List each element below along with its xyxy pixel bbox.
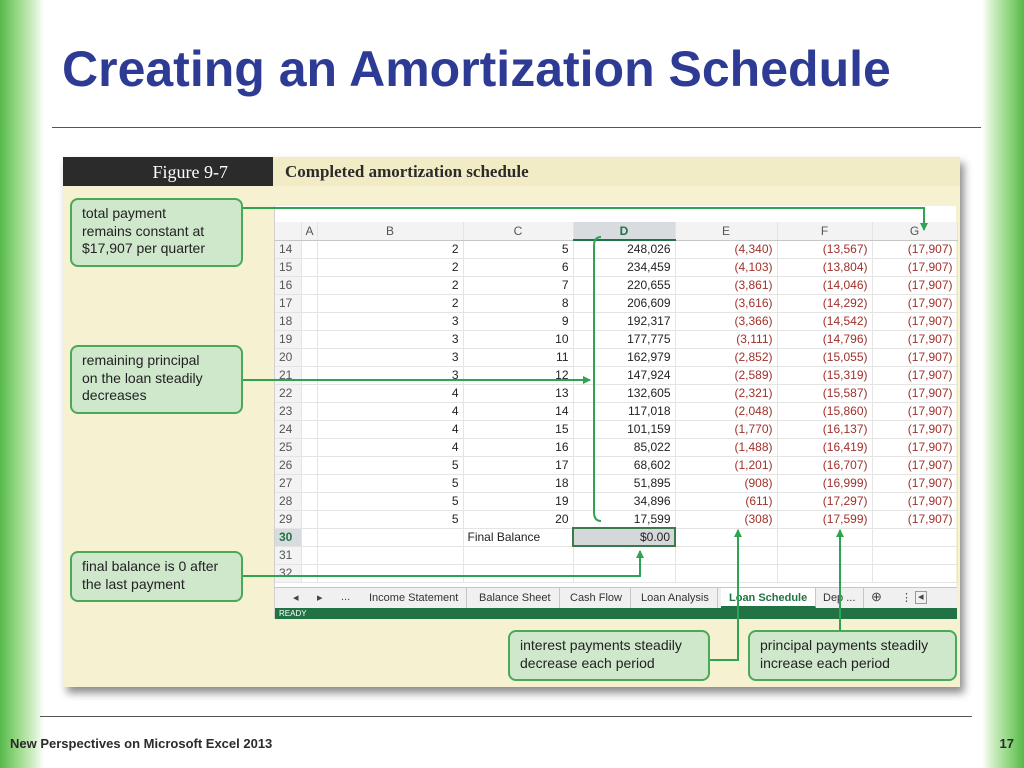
row-header[interactable]: 24 (275, 420, 301, 438)
cell-b[interactable]: 3 (317, 348, 463, 366)
table-row (275, 366, 957, 384)
left-decorative-stripe (0, 0, 44, 768)
cell-d[interactable]: 248,026 (573, 240, 675, 258)
row-header[interactable]: 31 (275, 546, 301, 564)
cell-b[interactable]: 5 (317, 474, 463, 492)
table-row (275, 492, 957, 510)
column-header-e[interactable]: E (675, 222, 777, 240)
cell-f[interactable]: (14,292) (777, 294, 872, 312)
cell-a[interactable] (301, 258, 317, 276)
cell-g[interactable]: (17,907) (872, 384, 957, 402)
sheet-tab-bar (275, 587, 957, 608)
tab-prev-button[interactable]: ◂ (293, 592, 299, 604)
cell-a[interactable] (301, 402, 317, 420)
empty-cell[interactable] (872, 564, 957, 582)
cell-c[interactable]: 18 (463, 474, 573, 492)
empty-cell[interactable] (675, 564, 777, 582)
cell-e[interactable]: (3,111) (675, 330, 777, 348)
cell-c[interactable]: 20 (463, 510, 573, 528)
column-header-row (275, 222, 957, 240)
callout-line: remaining principal (82, 352, 200, 368)
cell-d[interactable]: 147,924 (573, 366, 675, 384)
row-header[interactable]: 23 (275, 402, 301, 420)
empty-cell[interactable] (777, 546, 872, 564)
cell-g[interactable]: (17,907) (872, 240, 957, 258)
empty-cell[interactable] (463, 564, 573, 582)
worksheet-body (275, 240, 957, 582)
callout-line: the last payment (82, 575, 185, 592)
empty-cell[interactable] (301, 546, 317, 564)
cell-b[interactable]: 5 (317, 510, 463, 528)
tab-cash-flow[interactable]: Cash Flow (562, 588, 631, 608)
title-divider (52, 127, 981, 128)
table-row (275, 564, 957, 582)
cell-e[interactable]: (2,321) (675, 384, 777, 402)
cell-f[interactable]: (17,599) (777, 510, 872, 528)
cell-b[interactable]: 2 (317, 294, 463, 312)
row-header[interactable]: 15 (275, 258, 301, 276)
cell-f[interactable]: (15,319) (777, 366, 872, 384)
table-row (275, 384, 957, 402)
cell-a[interactable] (301, 456, 317, 474)
cell-e[interactable]: (1,201) (675, 456, 777, 474)
table-row (275, 546, 957, 564)
cell-a[interactable] (301, 510, 317, 528)
tab-next-button[interactable]: ▸ (317, 592, 323, 604)
row-header[interactable]: 26 (275, 456, 301, 474)
cell-f[interactable] (777, 528, 872, 546)
right-decorative-stripe (982, 0, 1024, 768)
cell-c[interactable]: 16 (463, 438, 573, 456)
excel-window (274, 206, 956, 619)
cell-e[interactable]: (4,103) (675, 258, 777, 276)
cell-c[interactable]: 19 (463, 492, 573, 510)
cell-d[interactable]: 117,018 (573, 402, 675, 420)
cell-f[interactable]: (16,419) (777, 438, 872, 456)
cell-a[interactable] (301, 276, 317, 294)
cell-e[interactable]: (3,616) (675, 294, 777, 312)
add-sheet-icon[interactable]: ⊕ (871, 589, 882, 604)
callout-line: total payment (82, 205, 167, 221)
cell-e[interactable]: (908) (675, 474, 777, 492)
callout-final-balance (70, 551, 243, 602)
cell-d[interactable]: 101,159 (573, 420, 675, 438)
cell-b[interactable]: 5 (317, 492, 463, 510)
empty-cell[interactable] (872, 546, 957, 564)
table-row (275, 312, 957, 330)
column-header-b[interactable]: B (317, 222, 463, 240)
table-row (275, 348, 957, 366)
column-header-c[interactable]: C (463, 222, 573, 240)
row-header[interactable]: 19 (275, 330, 301, 348)
cell-b[interactable]: 3 (317, 312, 463, 330)
cell-c[interactable]: 11 (463, 348, 573, 366)
cell-d[interactable]: 34,896 (573, 492, 675, 510)
cell-f[interactable]: (13,804) (777, 258, 872, 276)
select-all-corner[interactable] (275, 222, 301, 240)
cell-c[interactable]: 8 (463, 294, 573, 312)
row-header[interactable]: 17 (275, 294, 301, 312)
figure-header (63, 157, 960, 186)
cell-c[interactable]: 13 (463, 384, 573, 402)
tab-loan-schedule[interactable]: Loan Schedule (721, 588, 816, 608)
empty-cell[interactable] (777, 564, 872, 582)
cell-c[interactable]: 9 (463, 312, 573, 330)
table-row (275, 510, 957, 528)
row-header[interactable]: 32 (275, 564, 301, 582)
cell-c[interactable]: 10 (463, 330, 573, 348)
slide-title: Creating an Amortization Schedule (62, 41, 891, 97)
callout-line: decreases (82, 387, 147, 403)
cell-c[interactable]: 15 (463, 420, 573, 438)
row-header[interactable]: 21 (275, 366, 301, 384)
callout-line: interest payments steadily (520, 637, 682, 653)
cell-g[interactable]: (17,907) (872, 492, 957, 510)
cell-d[interactable]: 68,602 (573, 456, 675, 474)
cell-g[interactable]: (17,907) (872, 276, 957, 294)
tab-dep[interactable]: Dep ... (815, 588, 864, 608)
cell-b[interactable]: 5 (317, 456, 463, 474)
cell-f[interactable]: (15,587) (777, 384, 872, 402)
cell-c[interactable]: 12 (463, 366, 573, 384)
cell-d[interactable]: 177,775 (573, 330, 675, 348)
cell-g[interactable]: (17,907) (872, 474, 957, 492)
cell-d[interactable]: 206,609 (573, 294, 675, 312)
cell-e[interactable]: (2,589) (675, 366, 777, 384)
sheet-options-icon[interactable]: ⋮ (901, 592, 912, 604)
cell-d[interactable]: 220,655 (573, 276, 675, 294)
cell-f[interactable]: (16,999) (777, 474, 872, 492)
cell-g[interactable]: (17,907) (872, 438, 957, 456)
callout-line: increase each period (760, 654, 890, 671)
cell-a[interactable] (301, 492, 317, 510)
callout-line: decrease each period (520, 654, 655, 671)
cell-a[interactable] (301, 330, 317, 348)
page-number: 17 (999, 736, 1014, 751)
table-row (275, 474, 957, 492)
table-row (275, 438, 957, 456)
cell-b[interactable]: 4 (317, 402, 463, 420)
cell-g[interactable]: (17,907) (872, 366, 957, 384)
cell-g[interactable]: (17,907) (872, 312, 957, 330)
callout-total-payment (70, 198, 243, 267)
cell-g[interactable]: (17,907) (872, 420, 957, 438)
row-header[interactable]: 29 (275, 510, 301, 528)
cell-a[interactable] (301, 420, 317, 438)
cell-a[interactable] (301, 438, 317, 456)
empty-cell[interactable] (573, 546, 675, 564)
cell-g[interactable]: (17,907) (872, 258, 957, 276)
cell-g[interactable]: (17,907) (872, 402, 957, 420)
cell-f[interactable]: (15,860) (777, 402, 872, 420)
cell-a[interactable] (301, 384, 317, 402)
cell-e[interactable]: (1,488) (675, 438, 777, 456)
cell-g[interactable] (872, 528, 957, 546)
table-row (275, 258, 957, 276)
final-balance-label[interactable]: Final Balance (463, 528, 573, 546)
cell-c[interactable]: 17 (463, 456, 573, 474)
cell-a[interactable] (301, 240, 317, 258)
row-header[interactable]: 22 (275, 384, 301, 402)
callout-line: $17,907 per quarter (82, 240, 205, 256)
cell-b[interactable]: 3 (317, 366, 463, 384)
cell-c[interactable]: 6 (463, 258, 573, 276)
callout-line: on the loan steadily (82, 369, 203, 386)
cell-d[interactable]: 162,979 (573, 348, 675, 366)
row-header[interactable]: 20 (275, 348, 301, 366)
callout-remaining-principal (70, 345, 243, 414)
cell-e[interactable]: (3,366) (675, 312, 777, 330)
cell-g[interactable]: (17,907) (872, 456, 957, 474)
cell-g[interactable]: (17,907) (872, 510, 957, 528)
cell-g[interactable]: (17,907) (872, 330, 957, 348)
cell-d[interactable]: 85,022 (573, 438, 675, 456)
footer-text: New Perspectives on Microsoft Excel 2013 (10, 736, 273, 751)
table-row (275, 276, 957, 294)
column-header-g[interactable]: G (872, 222, 957, 240)
cell-a[interactable] (301, 528, 317, 546)
scroll-left-icon[interactable]: ◂ (915, 591, 927, 604)
cell-d[interactable]: 234,459 (573, 258, 675, 276)
row-header[interactable]: 27 (275, 474, 301, 492)
cell-a[interactable] (301, 312, 317, 330)
cell-d[interactable]: 17,599 (573, 510, 675, 528)
row-header[interactable]: 14 (275, 240, 301, 258)
cell-f[interactable]: (13,567) (777, 240, 872, 258)
row-header[interactable]: 30 (275, 528, 301, 546)
cell-b[interactable]: 4 (317, 420, 463, 438)
cell-c[interactable]: 7 (463, 276, 573, 294)
tab-balance-sheet[interactable]: Balance Sheet (471, 588, 560, 608)
cell-b[interactable]: 2 (317, 240, 463, 258)
column-header-f[interactable]: F (777, 222, 872, 240)
figure-label-box (63, 157, 273, 186)
empty-cell[interactable] (317, 546, 463, 564)
cell-c[interactable]: 14 (463, 402, 573, 420)
worksheet-grid (275, 222, 958, 583)
table-row (275, 294, 957, 312)
column-header-a[interactable]: A (301, 222, 317, 240)
cell-e[interactable]: (2,048) (675, 402, 777, 420)
cell-d[interactable]: 132,605 (573, 384, 675, 402)
cell-f[interactable]: (15,055) (777, 348, 872, 366)
final-balance-value[interactable]: $0.00 (573, 528, 675, 546)
cell-b[interactable]: 4 (317, 384, 463, 402)
status-bar (275, 608, 957, 619)
figure-caption: Completed amortization schedule (285, 162, 529, 181)
callout-principal-payments (748, 630, 957, 681)
cell-a[interactable] (301, 294, 317, 312)
empty-cell[interactable] (463, 546, 573, 564)
cell-a[interactable] (301, 348, 317, 366)
empty-cell[interactable] (317, 564, 463, 582)
status-ready: READY (279, 609, 307, 618)
footer-divider (40, 716, 972, 717)
cell-d[interactable]: 192,317 (573, 312, 675, 330)
cell-f[interactable]: (16,137) (777, 420, 872, 438)
cell-e[interactable]: (1,770) (675, 420, 777, 438)
cell-b[interactable]: 2 (317, 276, 463, 294)
cell-e[interactable]: (2,852) (675, 348, 777, 366)
cell-b[interactable]: 2 (317, 258, 463, 276)
cell-c[interactable]: 5 (463, 240, 573, 258)
cell-a[interactable] (301, 366, 317, 384)
callout-interest-payments (508, 630, 710, 681)
callout-line: principal payments steadily (760, 637, 929, 653)
cell-e[interactable]: (3,861) (675, 276, 777, 294)
table-row (275, 420, 957, 438)
cell-a[interactable] (301, 474, 317, 492)
cell-f[interactable]: (14,046) (777, 276, 872, 294)
tab-loan-analysis[interactable]: Loan Analysis (633, 588, 718, 608)
cell-f[interactable]: (14,796) (777, 330, 872, 348)
table-row (275, 330, 957, 348)
table-row (275, 456, 957, 474)
cell-f[interactable]: (17,297) (777, 492, 872, 510)
cell-f[interactable]: (16,707) (777, 456, 872, 474)
row-header[interactable]: 28 (275, 492, 301, 510)
cell-g[interactable]: (17,907) (872, 294, 957, 312)
table-row (275, 240, 957, 258)
cell-f[interactable]: (14,542) (777, 312, 872, 330)
tab-more-button[interactable]: ... (341, 591, 351, 603)
empty-cell[interactable] (675, 546, 777, 564)
cell-b[interactable]: 4 (317, 438, 463, 456)
cell-e[interactable]: (611) (675, 492, 777, 510)
table-row (275, 402, 957, 420)
callout-line: final balance is 0 after (82, 558, 219, 574)
final-balance-row (275, 528, 957, 546)
cell-d[interactable]: 51,895 (573, 474, 675, 492)
empty-cell[interactable] (573, 564, 675, 582)
row-header[interactable]: 16 (275, 276, 301, 294)
row-header[interactable]: 18 (275, 312, 301, 330)
cell-e[interactable]: (4,340) (675, 240, 777, 258)
figure-label-arrow (263, 157, 273, 185)
cell-b[interactable] (317, 528, 463, 546)
empty-cell[interactable] (301, 564, 317, 582)
tab-income-statement[interactable]: Income Statement (361, 588, 467, 608)
row-header[interactable]: 25 (275, 438, 301, 456)
figure-label: Figure 9-7 (152, 162, 228, 182)
cell-b[interactable]: 3 (317, 330, 463, 348)
cell-e[interactable]: (308) (675, 510, 777, 528)
cell-e[interactable] (675, 528, 777, 546)
cell-g[interactable]: (17,907) (872, 348, 957, 366)
callout-line: remains constant at (82, 222, 205, 239)
column-header-d[interactable]: D (573, 222, 675, 240)
